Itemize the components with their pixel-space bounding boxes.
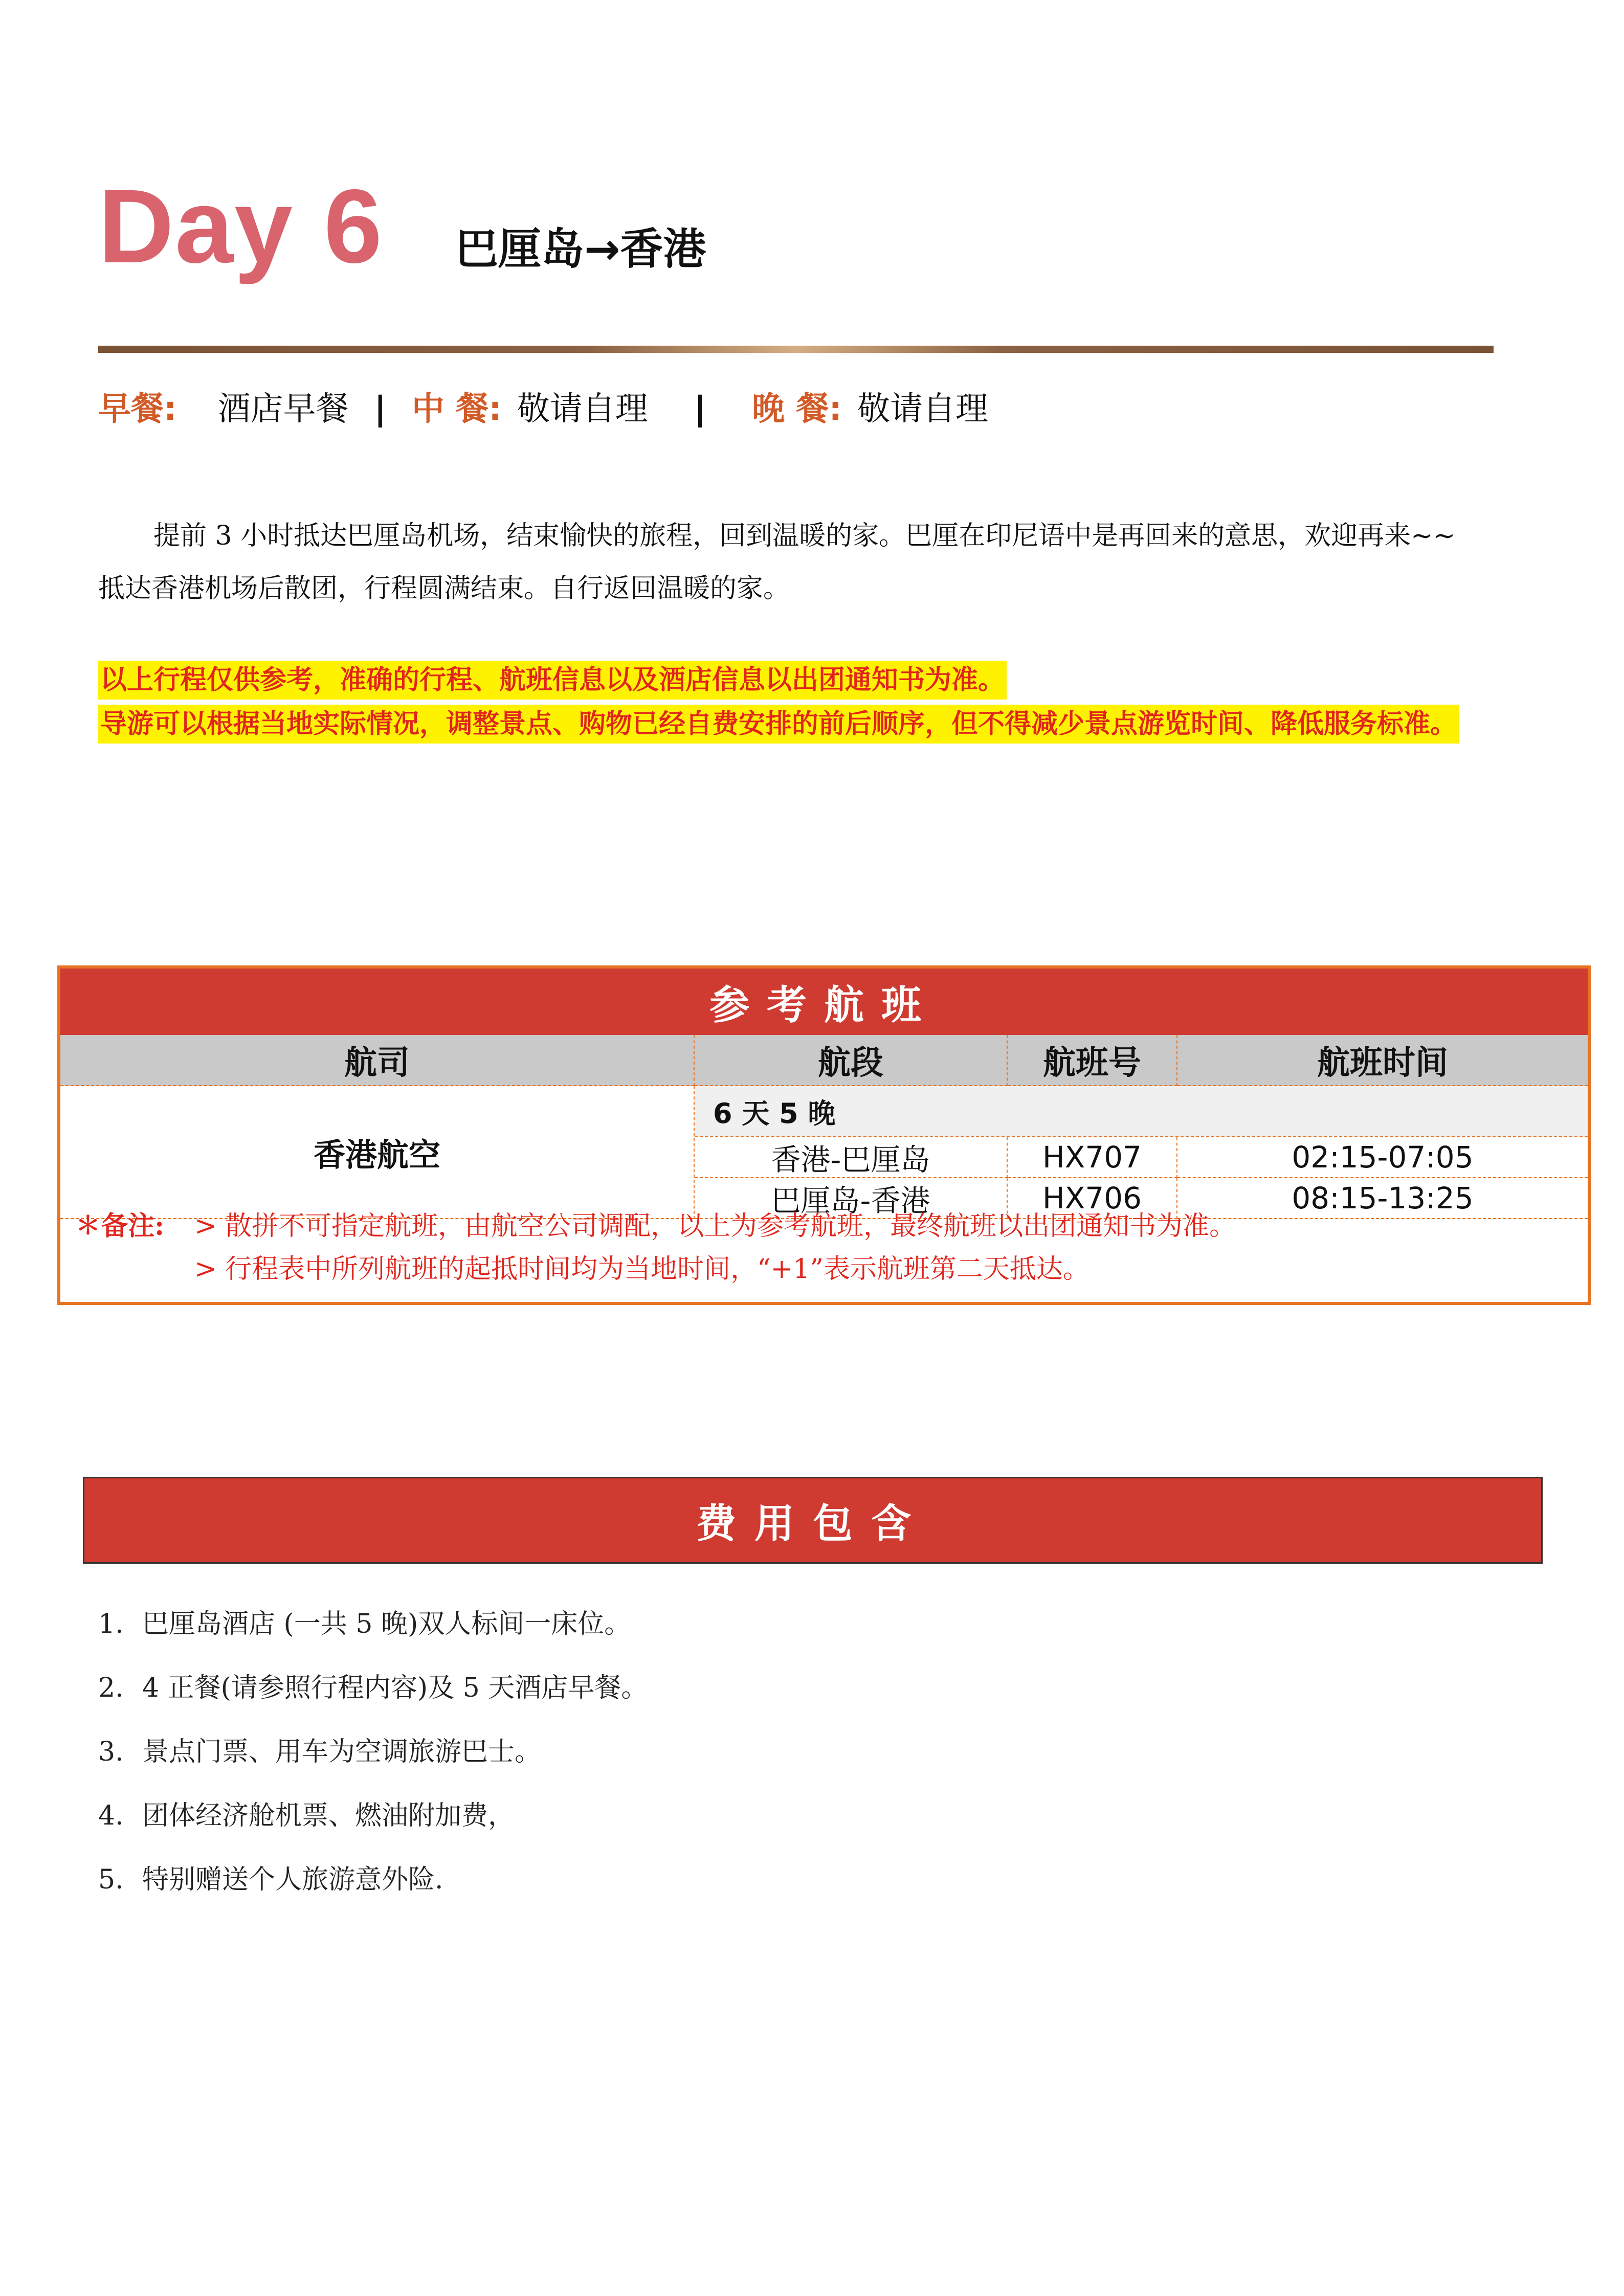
fee-item bbox=[98, 1675, 648, 1701]
fee-item bbox=[98, 1611, 631, 1637]
meal-separator: | bbox=[694, 390, 706, 428]
remark-line-2: > 行程表中所列航班的起抵时间均为当地时间，“+1”表示航班第二天抵达。 bbox=[194, 1254, 1089, 1285]
note-highlight-2: 导游可以根据当地实际情况，调整景点、购物已经自费安排的前后顺序，但不得减少景点游览时间、降低服务标准。 bbox=[98, 705, 1459, 744]
lunch-label: 中 餐: bbox=[411, 390, 502, 428]
fee-item-text: 4 正餐(请参照行程内容)及 5 天酒店早餐。 bbox=[142, 1673, 648, 1703]
remark-line-1: > 散拼不可指定航班，由航空公司调配，以上为参考航班，最终航班以出团通知书为准。 bbox=[194, 1211, 1236, 1242]
header-flight-time: 航班时间 bbox=[1177, 1035, 1588, 1086]
day-title: Day 6 bbox=[98, 168, 384, 285]
package-row: 6 天 5 晚 bbox=[695, 1086, 1588, 1137]
flight-no-cell: HX706 bbox=[1008, 1178, 1177, 1219]
header-divider bbox=[98, 346, 1494, 353]
header-flight-no: 航班号 bbox=[1008, 1035, 1177, 1086]
segment-cell: 巴厘岛-香港 bbox=[695, 1178, 1008, 1219]
fee-item bbox=[98, 1866, 443, 1893]
meals-line bbox=[98, 390, 989, 428]
dinner-label: 晚 餐: bbox=[752, 390, 842, 428]
fee-item-number: 1. bbox=[98, 1609, 124, 1639]
flight-no-cell: HX707 bbox=[1008, 1137, 1177, 1178]
fees-title: 费用包含 bbox=[83, 1477, 1543, 1564]
remark-label: ✽备注: bbox=[75, 1210, 165, 1242]
fee-item-text: 团体经济舱机票、燃油附加费， bbox=[142, 1800, 515, 1831]
lunch-value: 敬请自理 bbox=[517, 390, 648, 428]
flight-time-cell: 08:15-13:25 bbox=[1177, 1178, 1588, 1219]
route-title: 巴厘岛→香港 bbox=[455, 224, 706, 274]
breakfast-label: 早餐: bbox=[98, 390, 177, 428]
fee-item-text: 巴厘岛酒店 (一共 5 晚)双人标间一床位。 bbox=[142, 1609, 631, 1639]
segment-cell: 香港-巴厘岛 bbox=[695, 1137, 1008, 1178]
fee-item-number: 3. bbox=[98, 1737, 124, 1767]
description-line-1: 提前 3 小时抵达巴厘岛机场，结束愉快的旅程，回到温暖的家。巴厘在印尼语中是再回来的意思，欢迎再来~~ bbox=[153, 521, 1456, 551]
fee-item-number: 5. bbox=[98, 1864, 124, 1895]
description-line-2: 抵达香港机场后散团，行程圆满结束。自行返回温暖的家。 bbox=[98, 573, 790, 604]
fee-item-text: 特别赠送个人旅游意外险. bbox=[142, 1864, 443, 1895]
fee-item-number: 2. bbox=[98, 1673, 124, 1703]
airline-cell: 香港航空 bbox=[60, 1086, 695, 1219]
flight-time-cell: 02:15-07:05 bbox=[1177, 1137, 1588, 1178]
header-airline: 航司 bbox=[60, 1035, 695, 1086]
header-segment: 航段 bbox=[695, 1035, 1008, 1086]
fee-item-text: 景点门票、用车为空调旅游巴士。 bbox=[142, 1737, 542, 1767]
note-highlight-1: 以上行程仅供参考，准确的行程、航班信息以及酒店信息以出团通知书为准。 bbox=[98, 661, 1007, 700]
fee-item bbox=[98, 1739, 541, 1765]
meal-separator: | bbox=[374, 390, 386, 428]
fee-item bbox=[98, 1800, 515, 1831]
fee-item-number: 4. bbox=[98, 1800, 124, 1831]
breakfast-value: 酒店早餐 bbox=[217, 390, 349, 428]
flight-table-title: 参考航班 bbox=[60, 969, 1588, 1035]
dinner-value: 敬请自理 bbox=[857, 390, 989, 428]
